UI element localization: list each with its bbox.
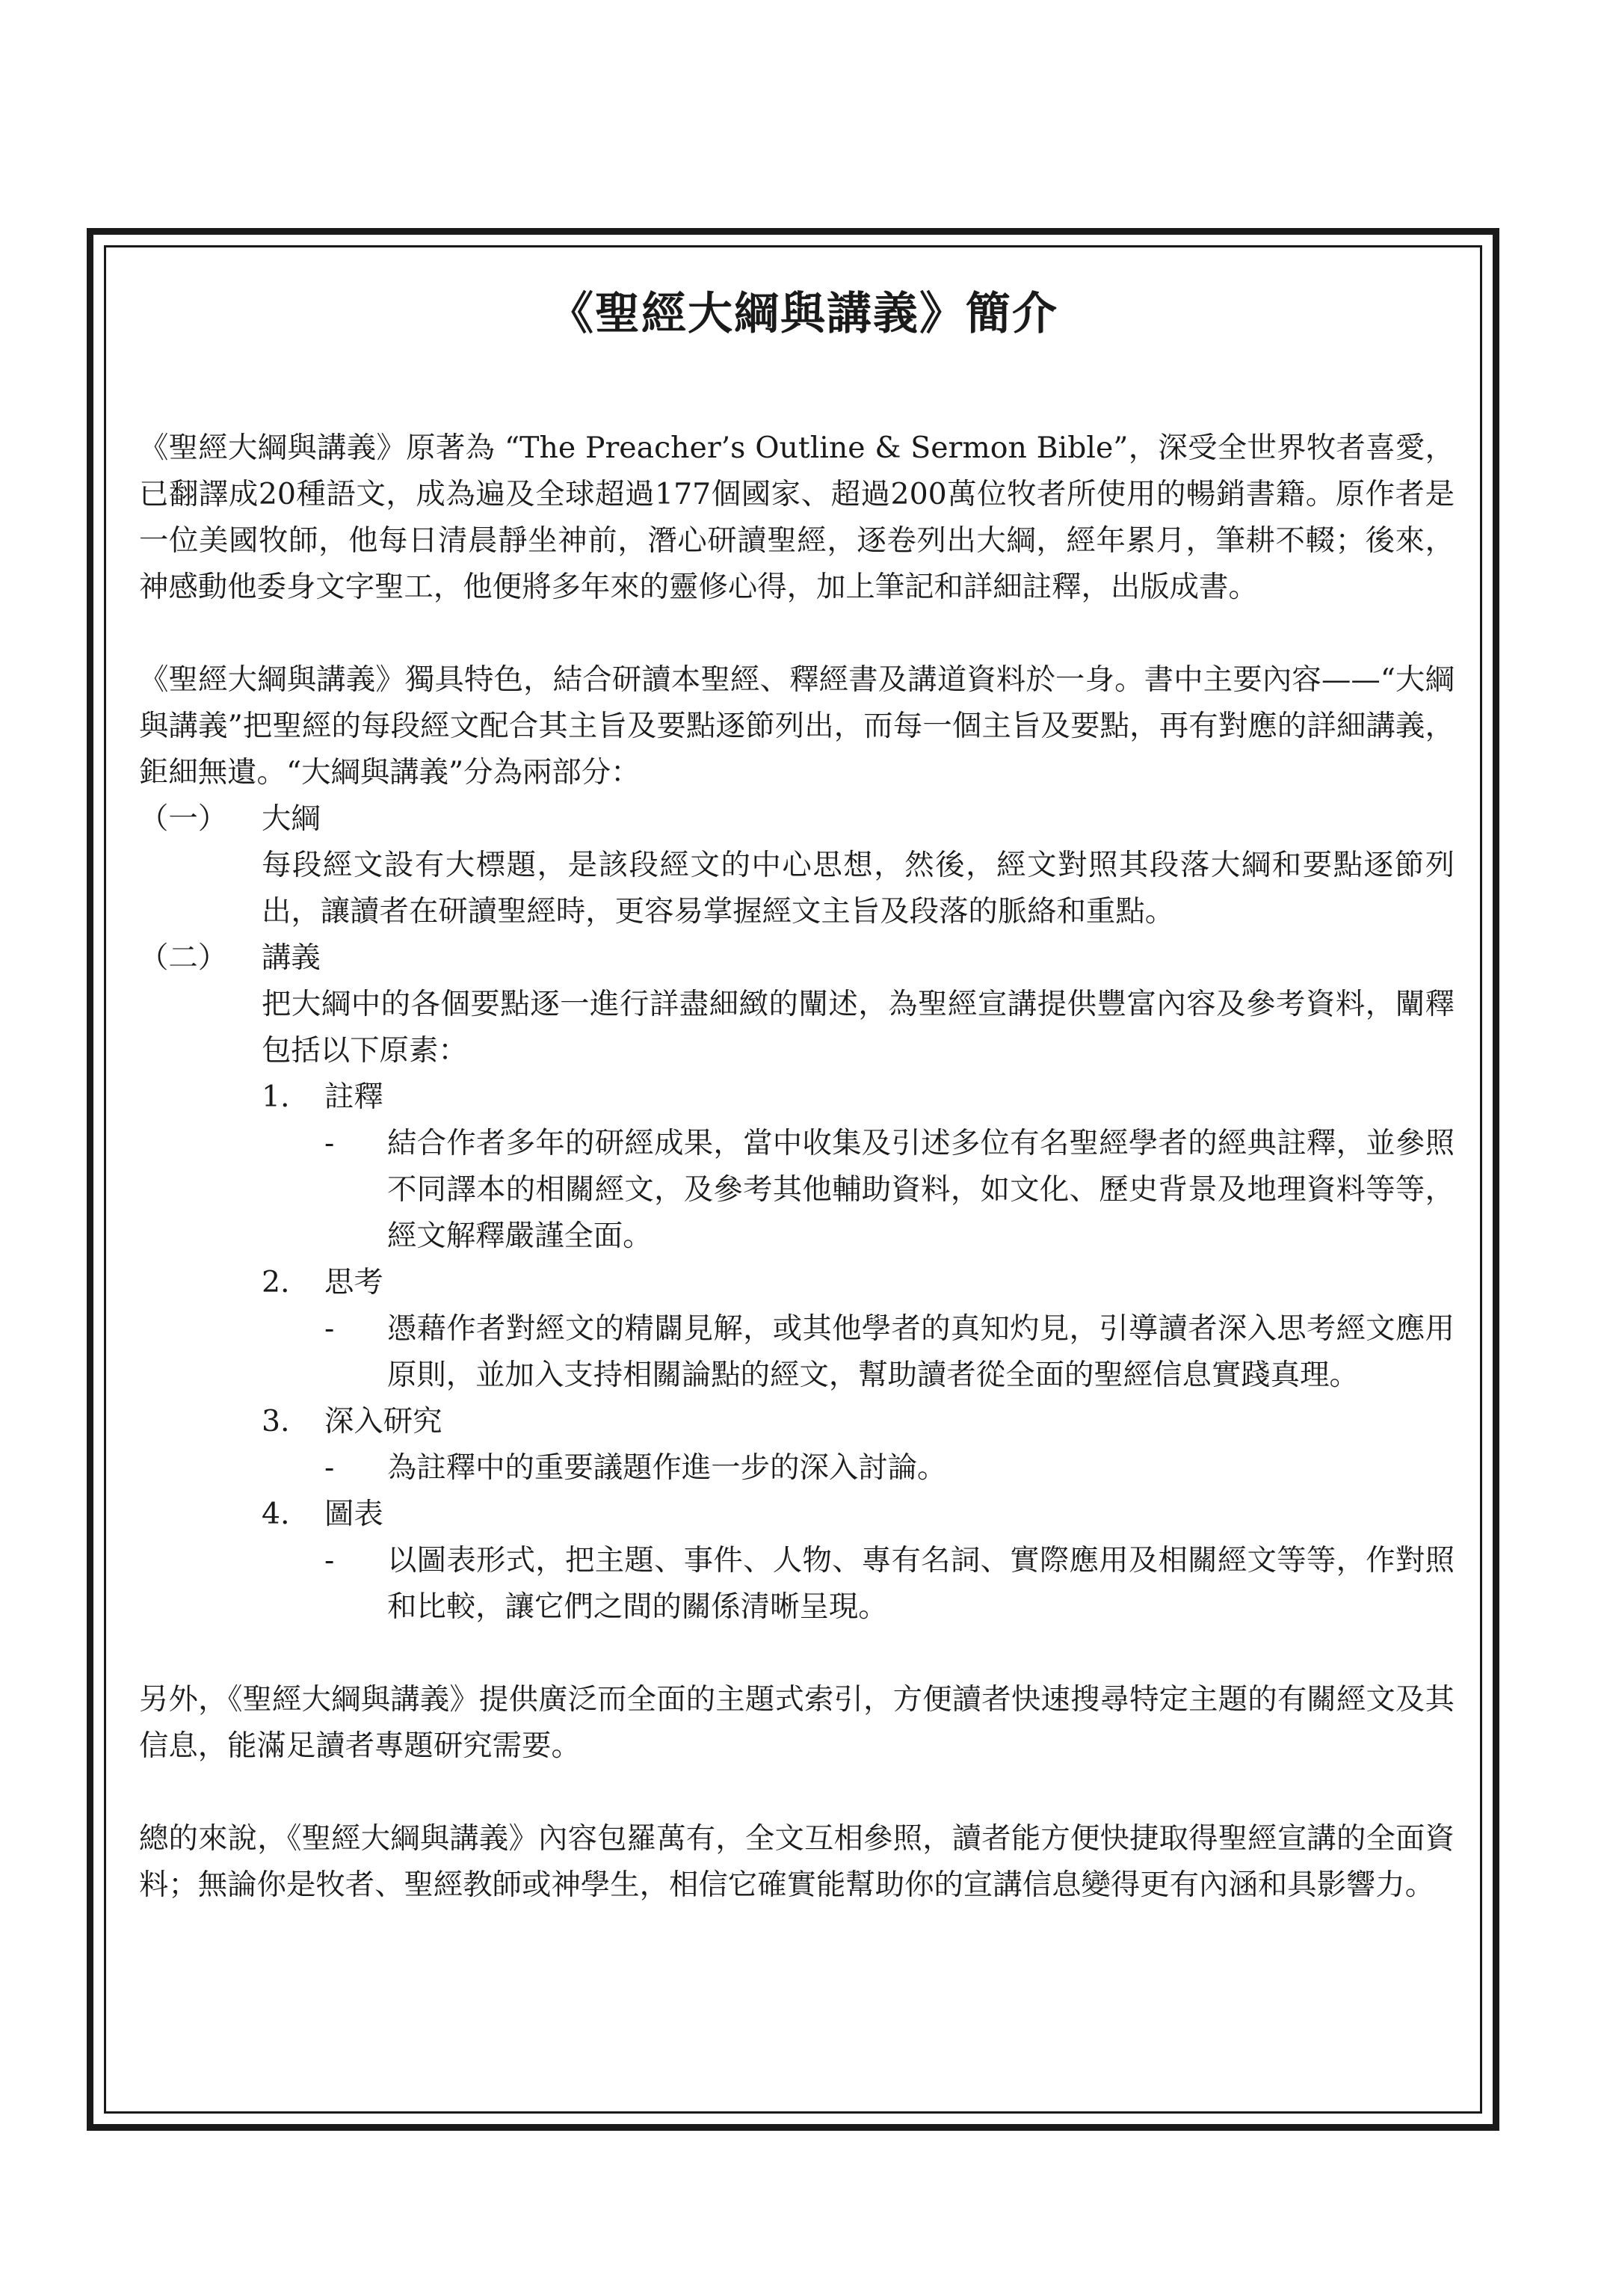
list-item-description [139,1537,1455,1630]
list-item-heading [139,1259,1455,1305]
section-notes-heading [139,935,1455,981]
list-item-number: 3. [262,1404,290,1438]
list-item-description [139,1444,1455,1491]
summary-paragraph: 總的來說，《聖經大綱與講義》內容包羅萬有，全文互相參照，讀者能方便快捷取得聖經宣講的全面資料；無論你是牧者、聖經教師或神學生，相信它確實能幫助你的宣講信息變得更有內涵和具影響力。 [139,1821,1455,1902]
list-item-text: 以圖表形式，把主題、事件、人物、專有名詞、實際應用及相關經文等等，作對照和比較，讓它們之間的關係清晰呈現。 [387,1543,1455,1624]
document-body [139,425,1455,1908]
section-outline-body: 每段經文設有大標題，是該段經文的中心思想，然後，經文對照其段落大綱和要點逐節列出，讓讀者在研讀聖經時，更容易掌握經文主旨及段落的脈絡和重點。 [262,848,1455,929]
list-item-description [139,1305,1455,1398]
page-title: 《聖經大綱與講義》簡介 [549,288,1058,340]
bullet-dash: - [324,1126,335,1160]
intro-paragraph: 《聖經大綱與講義》原著為 “The Preacher’s Outline & Sermon Bible”，深受全世界牧者喜愛，已翻譯成20種語文，成為遍及全球超過177個國家、超過200萬位牧者所使用的暢銷書籍。原作者是一位美國牧師，他每日清晨靜坐神前，潛心研讀聖經，逐卷列出大綱，經年累月，筆耕不輟；後來，神感動他委身文字聖工，他便將多年來的靈修心得，加上筆記和詳細註釋，出版成書。 [139,431,1455,604]
features-paragraph: 《聖經大綱與講義》獨具特色，結合研讀本聖經、釋經書及講道資料於一身。書中主要內容——“大綱與講義”把聖經的每段經文配合其主旨及要點逐節列出，而每一個主旨及要點，再有對應的詳細講義，鉅細無遺。“大綱與講義”分為兩部分： [139,662,1455,790]
paragraph-spacer [139,610,1455,656]
bullet-dash: - [324,1450,335,1485]
index-paragraph: 另外，《聖經大綱與講義》提供廣泛而全面的主題式索引，方便讀者快速搜尋特定主題的有關經文及其信息，能滿足讀者專題研究需要。 [139,1682,1455,1763]
paragraph-spacer [139,1769,1455,1815]
list-item-title: 深入研究 [324,1404,442,1438]
section-label: （二） [139,941,228,975]
section-heading: 大綱 [262,801,321,836]
section-outline-heading [139,795,1455,842]
section-heading: 講義 [262,941,321,975]
section-label: （一） [139,801,228,836]
list-item-heading [139,1398,1455,1444]
list-item-text: 為註釋中的重要議題作進一步的深入討論。 [387,1450,947,1485]
list-item-title: 圖表 [324,1497,383,1531]
list-item-heading [139,1074,1455,1120]
list-item-title: 註釋 [324,1080,383,1114]
bullet-dash: - [324,1311,335,1346]
list-item-heading [139,1491,1455,1537]
paragraph-spacer [139,1630,1455,1676]
list-item-text: 結合作者多年的研經成果，當中收集及引述多位有名聖經學者的經典註釋，並參照不同譯本的相關經文，及參考其他輔助資料，如文化、歷史背景及地理資料等等，經文解釋嚴謹全面。 [387,1126,1455,1253]
list-item-title: 思考 [324,1265,383,1299]
bullet-dash: - [324,1543,335,1578]
list-item-number: 2. [262,1265,290,1299]
section-notes-body: 把大綱中的各個要點逐一進行詳盡細緻的闡述，為聖經宣講提供豐富內容及參考資料，闡釋包括以下原素： [262,987,1455,1068]
list-item-number: 4. [262,1497,290,1531]
list-item-description [139,1120,1455,1259]
list-item-text: 憑藉作者對經文的精闢見解，或其他學者的真知灼見，引導讀者深入思考經文應用原則，並加入支持相關論點的經文，幫助讀者從全面的聖經信息實踐真理。 [387,1311,1455,1392]
list-item-number: 1. [262,1080,290,1114]
